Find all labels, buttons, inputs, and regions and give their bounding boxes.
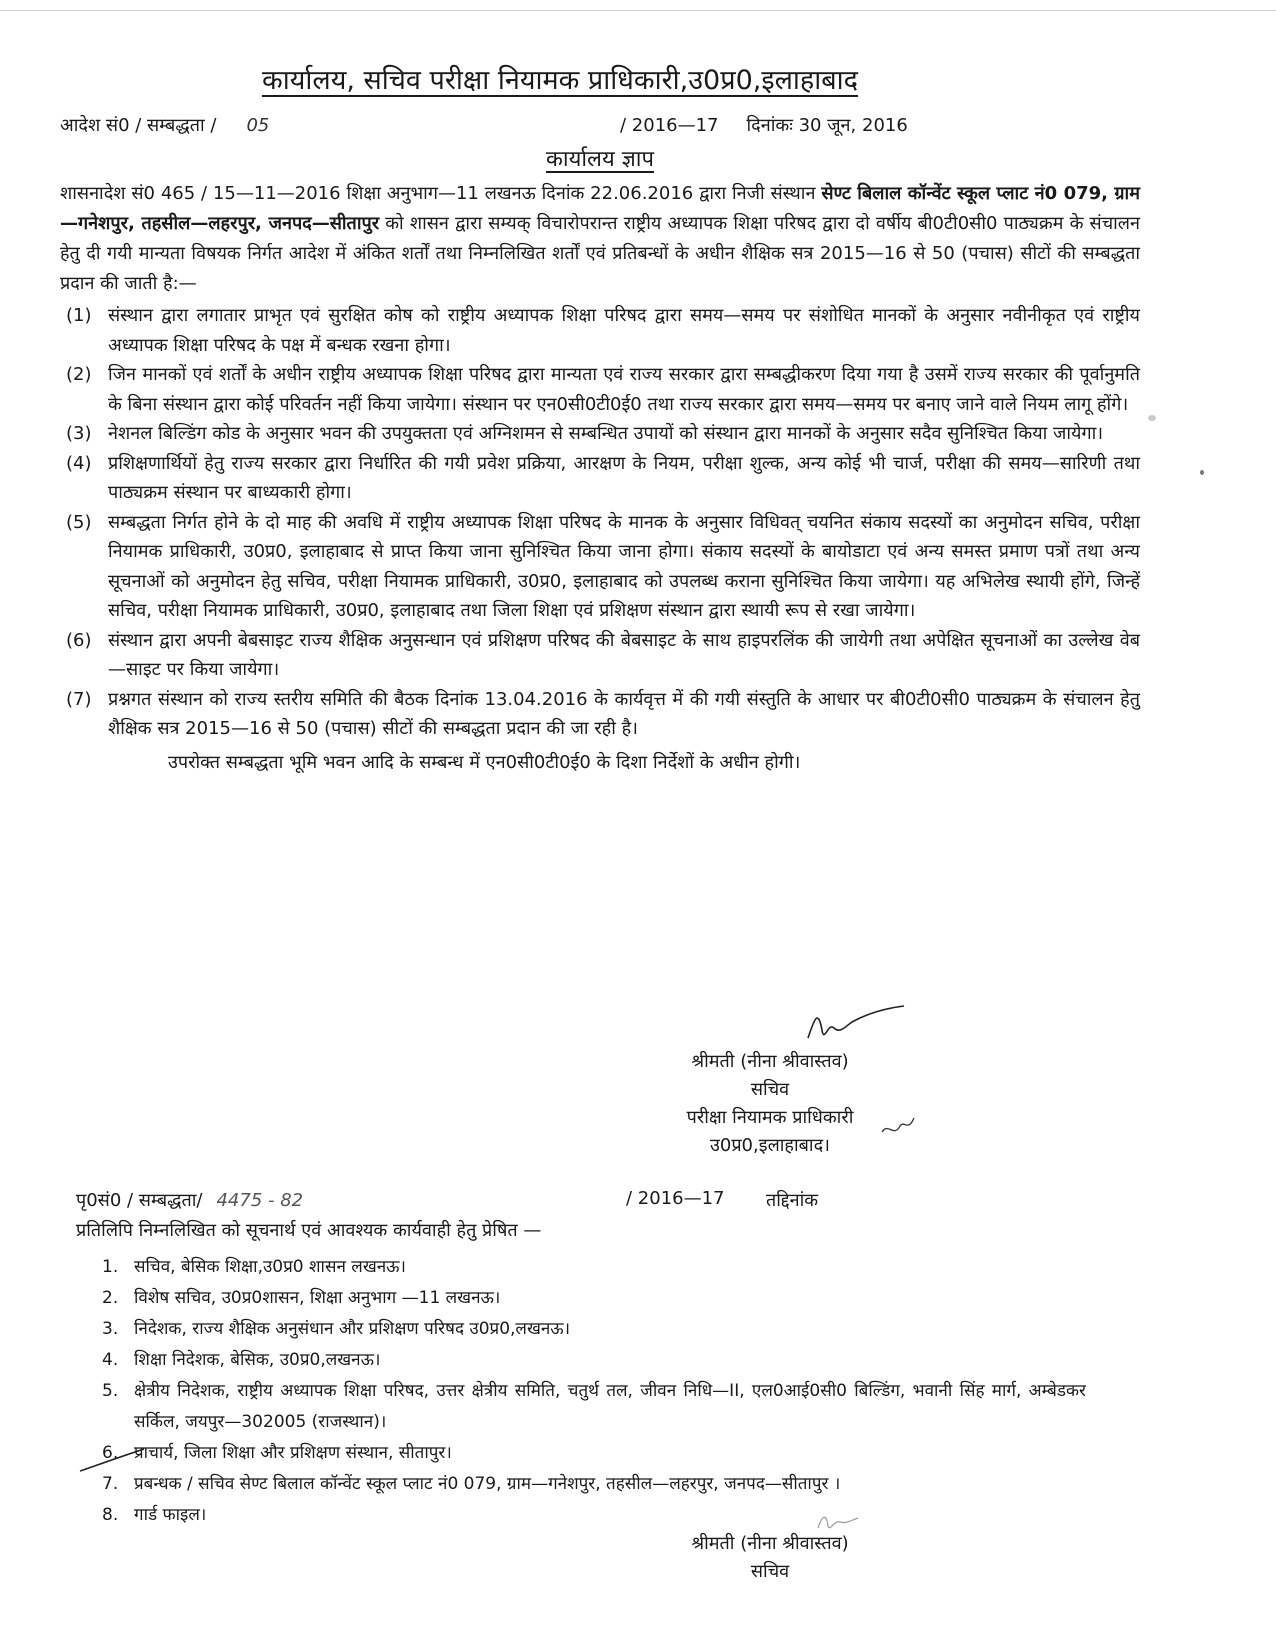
condition-item — [60, 449, 1140, 508]
recipient-number: 1. — [102, 1257, 119, 1277]
document-page — [60, 60, 1140, 778]
recipient-text: क्षेत्रीय निदेशक, राष्ट्रीय अध्यापक शिक्षा परिषद, उत्तर क्षेत्रीय समिति, चतुर्थ तल, जीवन निधि—II, एल0आई0सी0 बिल्डिंग, भवानी सिंह मार्ग, अम्बेडकर सर्किल, जयपुर—302005 (राजस्थान)। — [134, 1381, 1086, 1432]
scan-speck — [1148, 415, 1156, 421]
recipient-number: 2. — [102, 1288, 119, 1308]
order-date — [620, 113, 908, 137]
recipient-item — [96, 1438, 1086, 1469]
condition-text: प्रशिक्षणार्थियों हेतु राज्य सरकार द्वारा निर्धारित की गयी प्रवेश प्रक्रिया, आरक्षण के नियम, परीक्षा शुल्क, अन्य कोई भी चार्ज, परीक्षा की समय—सारिणी तथा पाठ्यक्रम संस्थान पर बाध्यकारी होगा। — [108, 452, 1140, 503]
endorsement-line — [76, 1188, 1176, 1216]
intro-paragraph — [60, 179, 1140, 299]
recipient-number: 6. — [102, 1443, 119, 1463]
closing-statement: उपरोक्त सम्बद्धता भूमि भवन आदि के सम्बन्ध में एन0सी0टी0ई0 के दिशा निर्देशों के अधीन होगी। — [168, 751, 801, 773]
date-value: 30 जून, 2016 — [798, 115, 908, 136]
condition-text: संस्थान द्वारा अपनी बेबसाइट राज्य शैक्षिक अनुसन्धान एवं प्रशिक्षण परिषद की बेबसाइट के साथ हाइपरलिंक की जायेगी तथा अपेक्षित सूचनाओं का उल्लेख वेब—साइट पर किया जायेगा। — [108, 629, 1140, 680]
recipient-number: 4. — [102, 1350, 119, 1370]
condition-number: (6) — [66, 629, 92, 651]
condition-text: नेशनल बिल्डिंग कोड के अनुसार भवन की उपयुक्तता एवं अग्निशमन से सम्बन्धित उपायों को संस्थान द्वारा मानकों के अनुसार सदैव सुनिश्चित किया जायेगा। — [108, 423, 1104, 444]
recipient-item — [96, 1314, 1086, 1345]
condition-item — [60, 301, 1140, 360]
conditions-list — [60, 301, 1140, 744]
recipient-number: 3. — [102, 1319, 119, 1339]
recipient-number: 7. — [102, 1474, 119, 1494]
initials-mark — [878, 1112, 918, 1142]
condition-text: संस्थान द्वारा लगातार प्राभृत एवं सुरक्षित कोष को राष्ट्रीय अध्यापक शिक्षा परिषद द्वारा समय—समय पर संशोधित मानकों के अनुसार नवीनीकृत एवं राष्ट्रीय अध्यापक शिक्षा परिषद के पक्ष में बन्धक रखना होगा। — [108, 305, 1140, 356]
tick-mark — [78, 1445, 148, 1475]
condition-item — [60, 360, 1140, 419]
recipient-text: शिक्षा निदेशक, बेसिक, उ0प्र0,लखनऊ। — [134, 1350, 381, 1370]
condition-text: जिन मानकों एवं शर्तों के अधीन राष्ट्रीय अध्यापक शिक्षा परिषद द्वारा मान्यता एवं राज्य सरकार द्वारा सम्बद्धीकरण दिया गया है उसमें राज्य सरकार की पूर्वानुमति के बिना संस्थान द्वारा कोई परिवर्तन नहीं किया जायेगा। संस्थान पर एन0सी0टी0ई0 तथा राज्य सरकार द्वारा समय—समय पर बनाए जाने वाले नियम लागू होंगे। — [108, 364, 1140, 415]
recipient-number: 8. — [102, 1505, 119, 1525]
condition-number: (2) — [66, 364, 92, 385]
scan-speck — [1200, 470, 1204, 475]
order-label: आदेश सं0 / सम्बद्धता / — [60, 115, 217, 136]
office-title: कार्यालय, सचिव परीक्षा नियामक प्राधिकारी,उ0प्र0,इलाहाबाद — [262, 65, 858, 96]
recipient-item — [96, 1376, 1086, 1438]
condition-item — [60, 508, 1140, 626]
condition-number: (1) — [66, 305, 92, 326]
date-label: दिनांकः — [746, 115, 793, 136]
condition-item — [60, 419, 1140, 449]
condition-item — [60, 685, 1140, 744]
signature-block-2 — [640, 1530, 900, 1586]
intro-text-2: को शासन द्वारा सम्यक् विचारोपरान्त राष्ट्रीय अध्यापक शिक्षा परिषद द्वारा दो वर्षीय बी0टी0सी0 पाठ्यक्रम के संचालन हेतु दी गयी मान्यता विषयक निर्गत आदेश में अंकित शर्तों तथा निम्नलिखित शर्तों एवं प्रतिबन्धों के अधीन शैक्षिक सत्र 2015—16 से 50 (पचास) सीटों की सम्बद्धता प्रदान की जाती है:— — [60, 213, 1140, 294]
endorsement-date: तद्दिनांक — [766, 1190, 819, 1211]
recipient-item — [96, 1252, 1086, 1283]
signatory-office: परीक्षा नियामक प्राधिकारी — [686, 1107, 854, 1128]
recipient-item — [96, 1500, 1086, 1531]
endorsement-ref — [76, 1188, 303, 1212]
intro-text-1: शासनादेश सं0 465 / 15—11—2016 शिक्षा अनुभाग—11 लखनऊ दिनांक 22.06.2016 द्वारा निजी संस्थान — [60, 183, 822, 204]
order-line — [60, 113, 1140, 143]
signatory-name: श्रीमती (नीना श्रीवास्तव) — [691, 1051, 849, 1072]
memo-heading: कार्यालय ज्ञाप — [545, 147, 655, 172]
condition-number: (3) — [66, 423, 92, 444]
recipient-text: निदेशक, राज्य शैक्षिक अनुसंधान और प्रशिक्षण परिषद उ0प्र0,लखनऊ। — [134, 1319, 571, 1339]
signatory-city: उ0प्र0,इलाहाबाद। — [710, 1135, 830, 1156]
signatory-name-2: श्रीमती (नीना श्रीवास्तव) — [691, 1533, 849, 1554]
condition-number: (5) — [66, 511, 92, 533]
copy-intro: प्रतिलिपि निम्नलिखित को सूचनार्थ एवं आवश्यक कार्यवाही हेतु प्रेषित — — [76, 1220, 542, 1241]
recipient-number: 5. — [102, 1381, 119, 1401]
recipient-item — [96, 1345, 1086, 1376]
recipient-item — [96, 1283, 1086, 1314]
order-number-handwritten: 05 — [246, 115, 270, 136]
signature-block-1 — [640, 1048, 900, 1160]
signatory-designation-2: सचिव — [750, 1561, 790, 1582]
signatory-designation: सचिव — [750, 1079, 790, 1100]
recipient-text: प्रबन्धक / सचिव सेण्ट बिलाल कॉन्वेंट स्कूल प्लाट नं0 079, ग्राम—गनेशपुर, तहसील—लहरपुर, जनपद—सीतापुर । — [134, 1474, 841, 1494]
recipient-item — [96, 1469, 1086, 1500]
order-ref — [60, 113, 269, 137]
recipient-text: विशेष सचिव, उ0प्र0शासन, शिक्षा अनुभाग —11 लखनऊ। — [134, 1288, 501, 1308]
condition-text: प्रश्नगत संस्थान को राज्य स्तरीय समिति की बैठक दिनांक 13.04.2016 के कार्यवृत्त में की गयी संस्तुति के आधार पर बी0टी0सी0 पाठ्यक्रम के संचालन हेतु शैक्षिक सत्र 2015—16 से 50 (पचास) सीटों की सम्बद्धता प्रदान की जा रही है। — [108, 688, 1140, 739]
endorsement-label: पृ0सं0 / सम्बद्धता/ — [76, 1190, 203, 1211]
recipient-text: प्राचार्य, जिला शिक्षा और प्रशिक्षण संस्थान, सीतापुर। — [134, 1443, 452, 1463]
condition-number: (7) — [66, 688, 92, 710]
endorsement-number-handwritten: 4475 - 82 — [216, 1190, 304, 1211]
recipient-text: सचिव, बेसिक शिक्षा,उ0प्र0 शासन लखनऊ। — [134, 1257, 406, 1277]
condition-text: सम्बद्धता निर्गत होने के दो माह की अवधि में राष्ट्रीय अध्यापक शिक्षा परिषद के मानक के अनुसार विधिवत् चयनित संकाय सदस्यों का अनुमोदन सचिव, परीक्षा नियामक प्राधिकारी, उ0प्र0, इलाहाबाद से प्राप्त किया जाना सुनिश्चित किया जाना होगा। संकाय सदस्यों के बायोडाटा एवं अन्य समस्त प्रमाण पत्रों तथा अन्य सूचनाओं को अनुमोदन हेतु सचिव, परीक्षा नियामक प्राधिकारी, उ0प्र0, इलाहाबाद को उपलब्ध कराना सुनिश्चित किया जायेगा। यह अभिलेख स्थायी होंगे, जिन्हें सचिव, परीक्षा नियामक प्राधिकारी, उ0प्र0, इलाहाबाद तथा जिला शिक्षा एवं प्रशिक्षण संस्थान द्वारा स्थायी रूप से रखा जायेगा। — [108, 511, 1140, 621]
endorsement-session: / 2016—17 — [626, 1188, 725, 1209]
condition-number: (4) — [66, 452, 92, 474]
recipients-list — [96, 1252, 1086, 1531]
institution-name: सेण्ट बिलाल कॉन्वेंट स्कूल प्लाट नं0 079, ग्राम—गनेशपुर, तहसील—लहरपुर, जनपद—सीतापुर — [60, 183, 1140, 234]
scan-top-edge — [0, 10, 1276, 11]
signature-mark-1 — [800, 1000, 910, 1050]
order-session: / 2016—17 — [620, 115, 719, 136]
condition-item — [60, 626, 1140, 685]
recipient-text: गार्ड फाइल। — [134, 1505, 207, 1525]
